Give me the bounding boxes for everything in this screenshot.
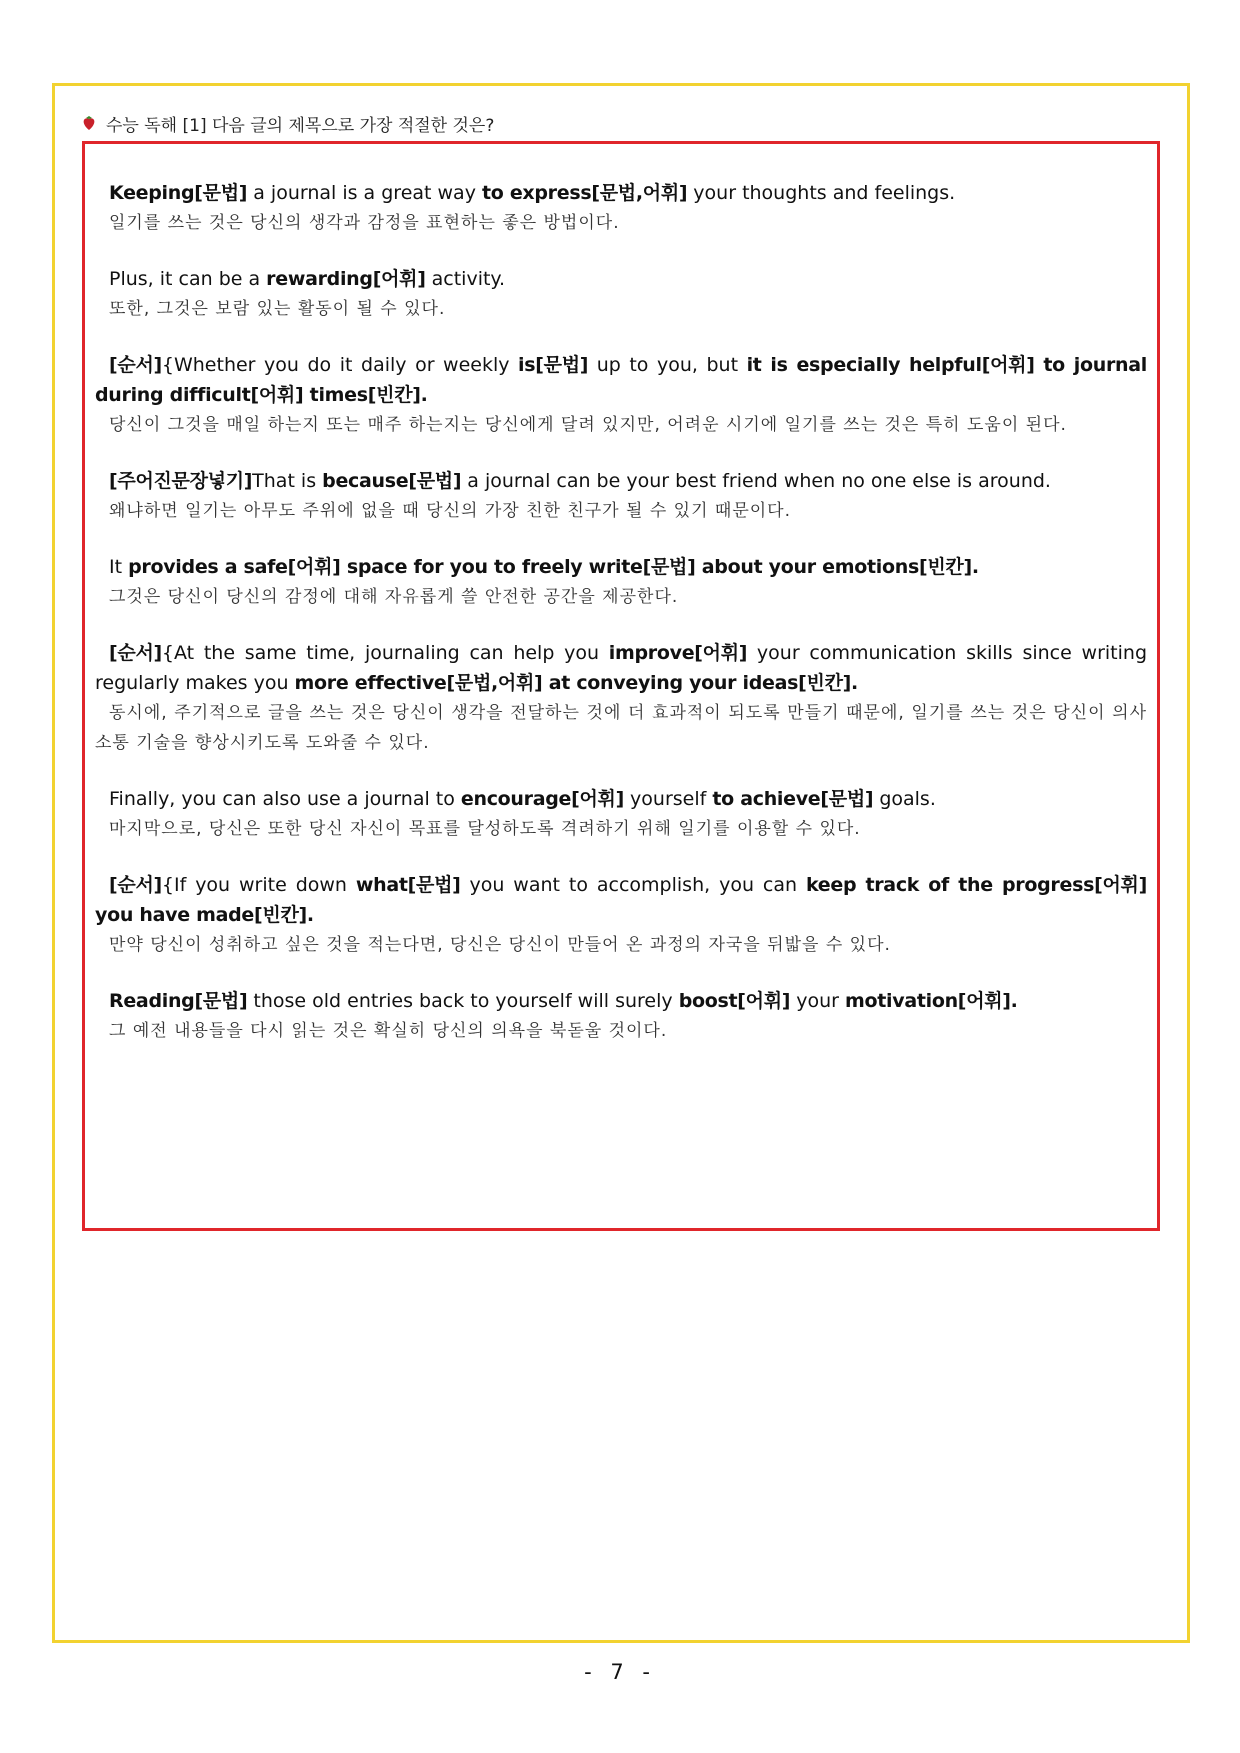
- sentence-item: [95, 638, 1147, 758]
- sentence-item: [95, 986, 1147, 1046]
- annotated-phrase: what[문법]: [355, 874, 461, 896]
- sentence-text: a journal is a great way: [247, 182, 482, 204]
- korean-translation: [95, 1016, 1147, 1046]
- page-number: - 7 -: [584, 1660, 656, 1684]
- sentence-list: [95, 178, 1147, 1046]
- annotated-phrase: it is especially helpful[어휘] to journal during difficult[어휘] times[빈칸].: [95, 354, 1147, 406]
- sentence-text: {If you write down: [161, 874, 356, 896]
- korean-translation: [95, 582, 1147, 612]
- translation-text: 또한, 그것은 보람 있는 활동이 될 수 있다.: [109, 299, 446, 319]
- translation-text: 만약 당신이 성취하고 싶은 것을 적는다면, 당신은 당신이 만들어 온 과정의 자국을 뒤밟을 수 있다.: [109, 935, 891, 955]
- sentence-text: Finally, you can also use a journal to: [109, 788, 461, 810]
- sentence-text: {At the same time, journaling can help you: [161, 642, 609, 664]
- sentence-text: activity.: [425, 268, 505, 290]
- translation-text: 그것은 당신이 당신의 감정에 대해 자유롭게 쓸 안전한 공간을 제공한다.: [109, 587, 679, 607]
- annotated-phrase: motivation[어휘].: [844, 990, 1018, 1012]
- annotated-phrase: improve[어휘]: [608, 642, 748, 664]
- sentence-item: [95, 870, 1147, 960]
- english-sentence: [95, 638, 1147, 698]
- sentence-item: [95, 350, 1147, 440]
- annotated-phrase: Keeping[문법]: [109, 182, 248, 204]
- annotated-phrase: [순서]: [109, 642, 162, 664]
- english-sentence: [95, 264, 1147, 294]
- annotated-phrase: more effective[문법,어휘] at conveying your ideas[빈칸].: [294, 672, 858, 694]
- annotated-phrase: Reading[문법]: [109, 990, 248, 1012]
- translation-text: 당신이 그것을 매일 하는지 또는 매주 하는지는 당신에게 달려 있지만, 어려운 시기에 일기를 쓰는 것은 특히 도움이 된다.: [109, 415, 1067, 435]
- question-title: 수능 독해 [1] 다음 글의 제목으로 가장 적절한 것은?: [106, 115, 495, 136]
- sentence-text: you want to accomplish, you can: [460, 874, 806, 896]
- english-sentence: [95, 552, 1147, 582]
- english-sentence: [95, 784, 1147, 814]
- sentence-text: those old entries back to yourself will surely: [247, 990, 679, 1012]
- sentence-item: [95, 264, 1147, 324]
- sentence-text: your thoughts and feelings.: [687, 182, 956, 204]
- korean-translation: [95, 294, 1147, 324]
- translation-text: 동시에, 주기적으로 글을 쓰는 것은 당신이 생각을 전달하는 것에 더 효과적이 되도록 만들기 때문에, 일기를 쓰는 것은 당신이 의사소통 기술을 향상시키도록 도와줄 수 있다.: [95, 703, 1147, 753]
- sentence-text: goals.: [873, 788, 936, 810]
- sentence-text: Plus, it can be a: [109, 268, 267, 290]
- translation-text: 그 예전 내용들을 다시 읽는 것은 확실히 당신의 의욕을 북돋울 것이다.: [109, 1021, 668, 1041]
- korean-translation: [95, 208, 1147, 238]
- annotated-phrase: because[문법]: [322, 470, 462, 492]
- translation-text: 일기를 쓰는 것은 당신의 생각과 감정을 표현하는 좋은 방법이다.: [109, 213, 620, 233]
- annotated-phrase: [순서]: [109, 354, 162, 376]
- annotated-phrase: is[문법]: [518, 354, 589, 376]
- question-header: [82, 108, 494, 138]
- sentence-text: That is: [252, 470, 323, 492]
- annotated-phrase: encourage[어휘]: [460, 788, 624, 810]
- translation-text: 왜냐하면 일기는 아무도 주위에 없을 때 당신의 가장 친한 친구가 될 수 있기 때문이다.: [109, 501, 792, 521]
- sentence-text: It: [109, 556, 129, 578]
- sentence-text: yourself: [624, 788, 713, 810]
- english-sentence: [95, 466, 1147, 496]
- sentence-text: up to you, but: [588, 354, 747, 376]
- annotated-phrase: provides a safe[어휘] space for you to freely write[문법] about your emotions[빈칸].: [128, 556, 979, 578]
- english-sentence: [95, 178, 1147, 208]
- korean-translation: [95, 814, 1147, 844]
- annotated-phrase: boost[어휘]: [678, 990, 791, 1012]
- translation-text: 마지막으로, 당신은 또한 당신 자신이 목표를 달성하도록 격려하기 위해 일기를 이용할 수 있다.: [109, 819, 861, 839]
- sentence-item: [95, 784, 1147, 844]
- passage-box: [82, 141, 1160, 1231]
- annotated-phrase: to express[문법,어휘]: [481, 182, 688, 204]
- sentence-item: [95, 178, 1147, 238]
- sentence-text: your: [790, 990, 845, 1012]
- english-sentence: [95, 350, 1147, 410]
- english-sentence: [95, 986, 1147, 1016]
- strawberry-bullet-icon: [82, 115, 96, 131]
- annotated-phrase: to achieve[문법]: [712, 788, 874, 810]
- sentence-text: {Whether you do it daily or weekly: [161, 354, 519, 376]
- annotated-phrase: rewarding[어휘]: [266, 268, 426, 290]
- korean-translation: [95, 698, 1147, 758]
- korean-translation: [95, 930, 1147, 960]
- annotated-phrase: keep track of the progress[어휘] you have made[빈칸].: [95, 874, 1147, 926]
- korean-translation: [95, 496, 1147, 526]
- annotated-phrase: [순서]: [109, 874, 162, 896]
- korean-translation: [95, 410, 1147, 440]
- sentence-text: a journal can be your best friend when no one else is around.: [461, 470, 1051, 492]
- sentence-item: [95, 466, 1147, 526]
- sentence-text: your communication skills since writing regularly makes you: [95, 642, 1147, 694]
- sentence-item: [95, 552, 1147, 612]
- english-sentence: [95, 870, 1147, 930]
- annotated-phrase: [주어진문장넣기]: [109, 470, 253, 492]
